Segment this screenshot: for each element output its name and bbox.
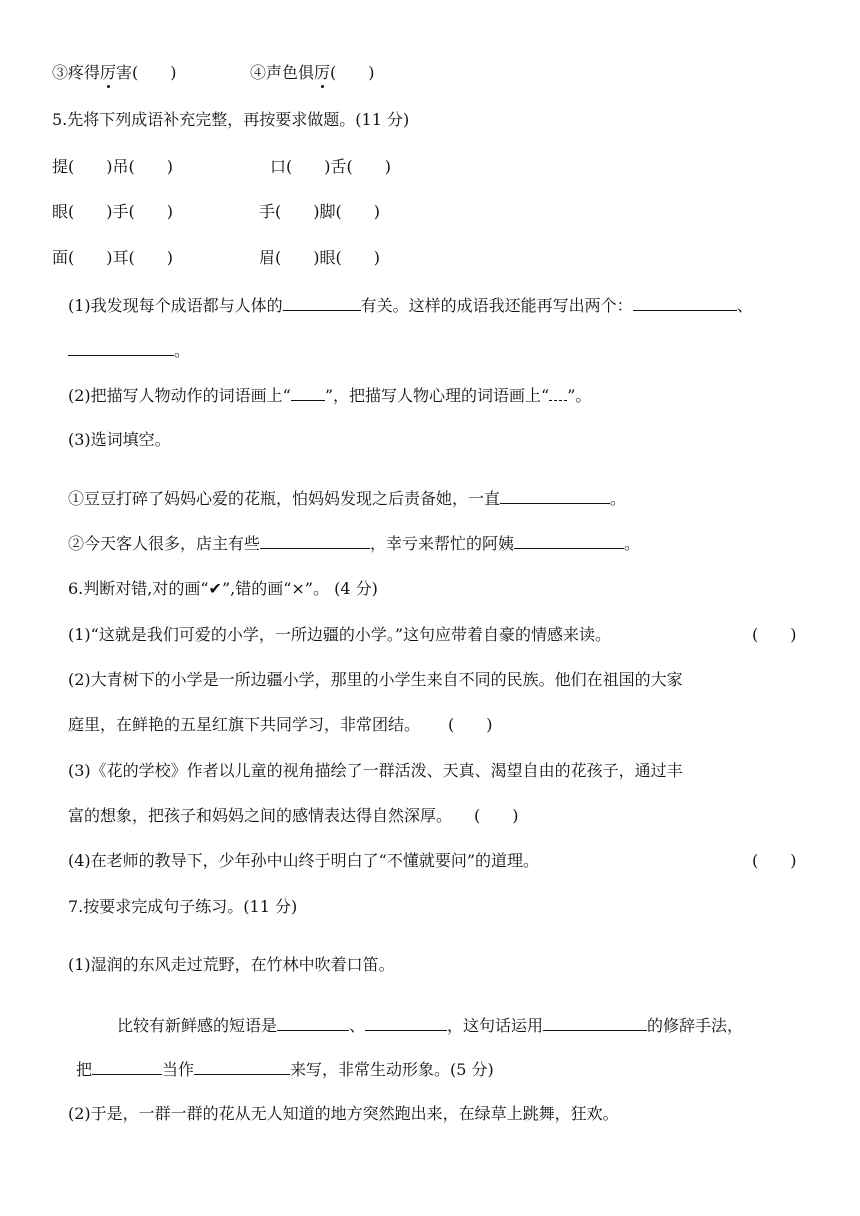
idiom-3b: 眉( )眼( ) [259, 248, 380, 267]
q5-sentence-1: ①豆豆打碎了妈妈心爱的花瓶，怕妈妈发现之后责备她，一直 。 [68, 489, 627, 508]
emphasis-dot-char: 厉 [100, 63, 117, 82]
emphasis-dot-char: 厉 [314, 63, 331, 82]
answer-blank[interactable] [277, 1014, 349, 1031]
q5-sentence-2: ②今天客人很多，店主有些 ，幸亏来帮忙的阿姨 。 [68, 534, 641, 553]
q7-task-line-2: 把 当作 来写，非常生动形象。(5 分) [76, 1060, 494, 1079]
q6-title: 6.判断对错,对的画“✔”,错的画“×”。 (4 分) [68, 579, 378, 598]
q7-title: 7.按要求完成句子练习。(11 分) [68, 897, 298, 916]
q6-item-2-line1: (2)大青树下的小学是一所边疆小学，那里的小学生来自不同的民族。他们在祖国的大家 [68, 670, 683, 689]
q5-part1-cont: 。 [68, 339, 190, 362]
idiom-3a: 面( )耳( ) [52, 248, 173, 267]
answer-blank[interactable] [633, 294, 737, 311]
q6-item-4: (4)在老师的教导下，少年孙中山终于明白了“不懂就要问”的道理。 [68, 851, 540, 870]
q6-item-2-line2: 庭里，在鲜艳的五星红旗下共同学习，非常团结。 ( ) [68, 715, 493, 734]
answer-paren[interactable]: ( ) [752, 625, 797, 644]
idiom-2a: 眼( )手( ) [52, 202, 173, 221]
answer-blank[interactable] [365, 1014, 447, 1031]
answer-blank[interactable] [68, 339, 174, 356]
q6-item-3-line2: 富的想象，把孩子和妈妈之间的感情表达得自然深厚。 ( ) [68, 806, 519, 825]
answer-blank[interactable] [543, 1014, 647, 1031]
answer-blank[interactable] [514, 532, 624, 549]
idiom-1a: 提( )吊( ) [52, 157, 173, 176]
answer-paren[interactable]: ( ) [752, 851, 797, 870]
answer-blank[interactable] [260, 532, 370, 549]
q5-part1: (1)我发现每个成语都与人体的 有关。这样的成语我还能再写出两个： 、 [68, 296, 753, 315]
q7-task-line-1: 比较有新鲜感的短语是 、 ，这句话运用 的修辞手法， [117, 1016, 744, 1035]
q4-item-4: ④声色俱厉( ) [250, 63, 375, 82]
q7-sentence-2: (2)于是，一群一群的花从无人知道的地方突然跑出来，在绿草上跳舞，狂欢。 [68, 1104, 619, 1123]
idiom-2b: 手( )脚( ) [259, 202, 380, 221]
q4-item-3: ③疼得厉害( ) [52, 63, 177, 82]
check-mark-icon: ✔ [208, 579, 222, 598]
answer-blank[interactable] [283, 294, 361, 311]
q5-title: 5.先将下列成语补充完整，再按要求做题。(11 分) [52, 110, 410, 129]
q6-item-3-line1: (3)《花的学校》作者以儿童的视角描绘了一群活泼、天真、渴望自由的花孩子，通过丰 [68, 761, 683, 780]
answer-blank[interactable] [194, 1058, 290, 1075]
q7-sentence-1: (1)湿润的东风走过荒野，在竹林中吹着口笛。 [68, 955, 395, 974]
q5-part3: (3)选词填空。 [68, 430, 171, 449]
q6-item-1: (1)“这就是我们可爱的小学，一所边疆的小学。”这句应带着自豪的情感来读。 [68, 625, 612, 644]
straight-line-mark [291, 384, 325, 401]
answer-paren[interactable]: ( ) [448, 715, 493, 734]
answer-paren[interactable]: ( ) [474, 806, 519, 825]
answer-blank[interactable] [500, 487, 610, 504]
q5-part2: (2)把描写人物动作的词语画上“ ”，把描写人物心理的词语画上“ ”。 [68, 386, 592, 405]
wavy-line-mark [549, 384, 567, 401]
idiom-1b: 口( )舌( ) [270, 157, 391, 176]
answer-blank[interactable] [92, 1058, 162, 1075]
